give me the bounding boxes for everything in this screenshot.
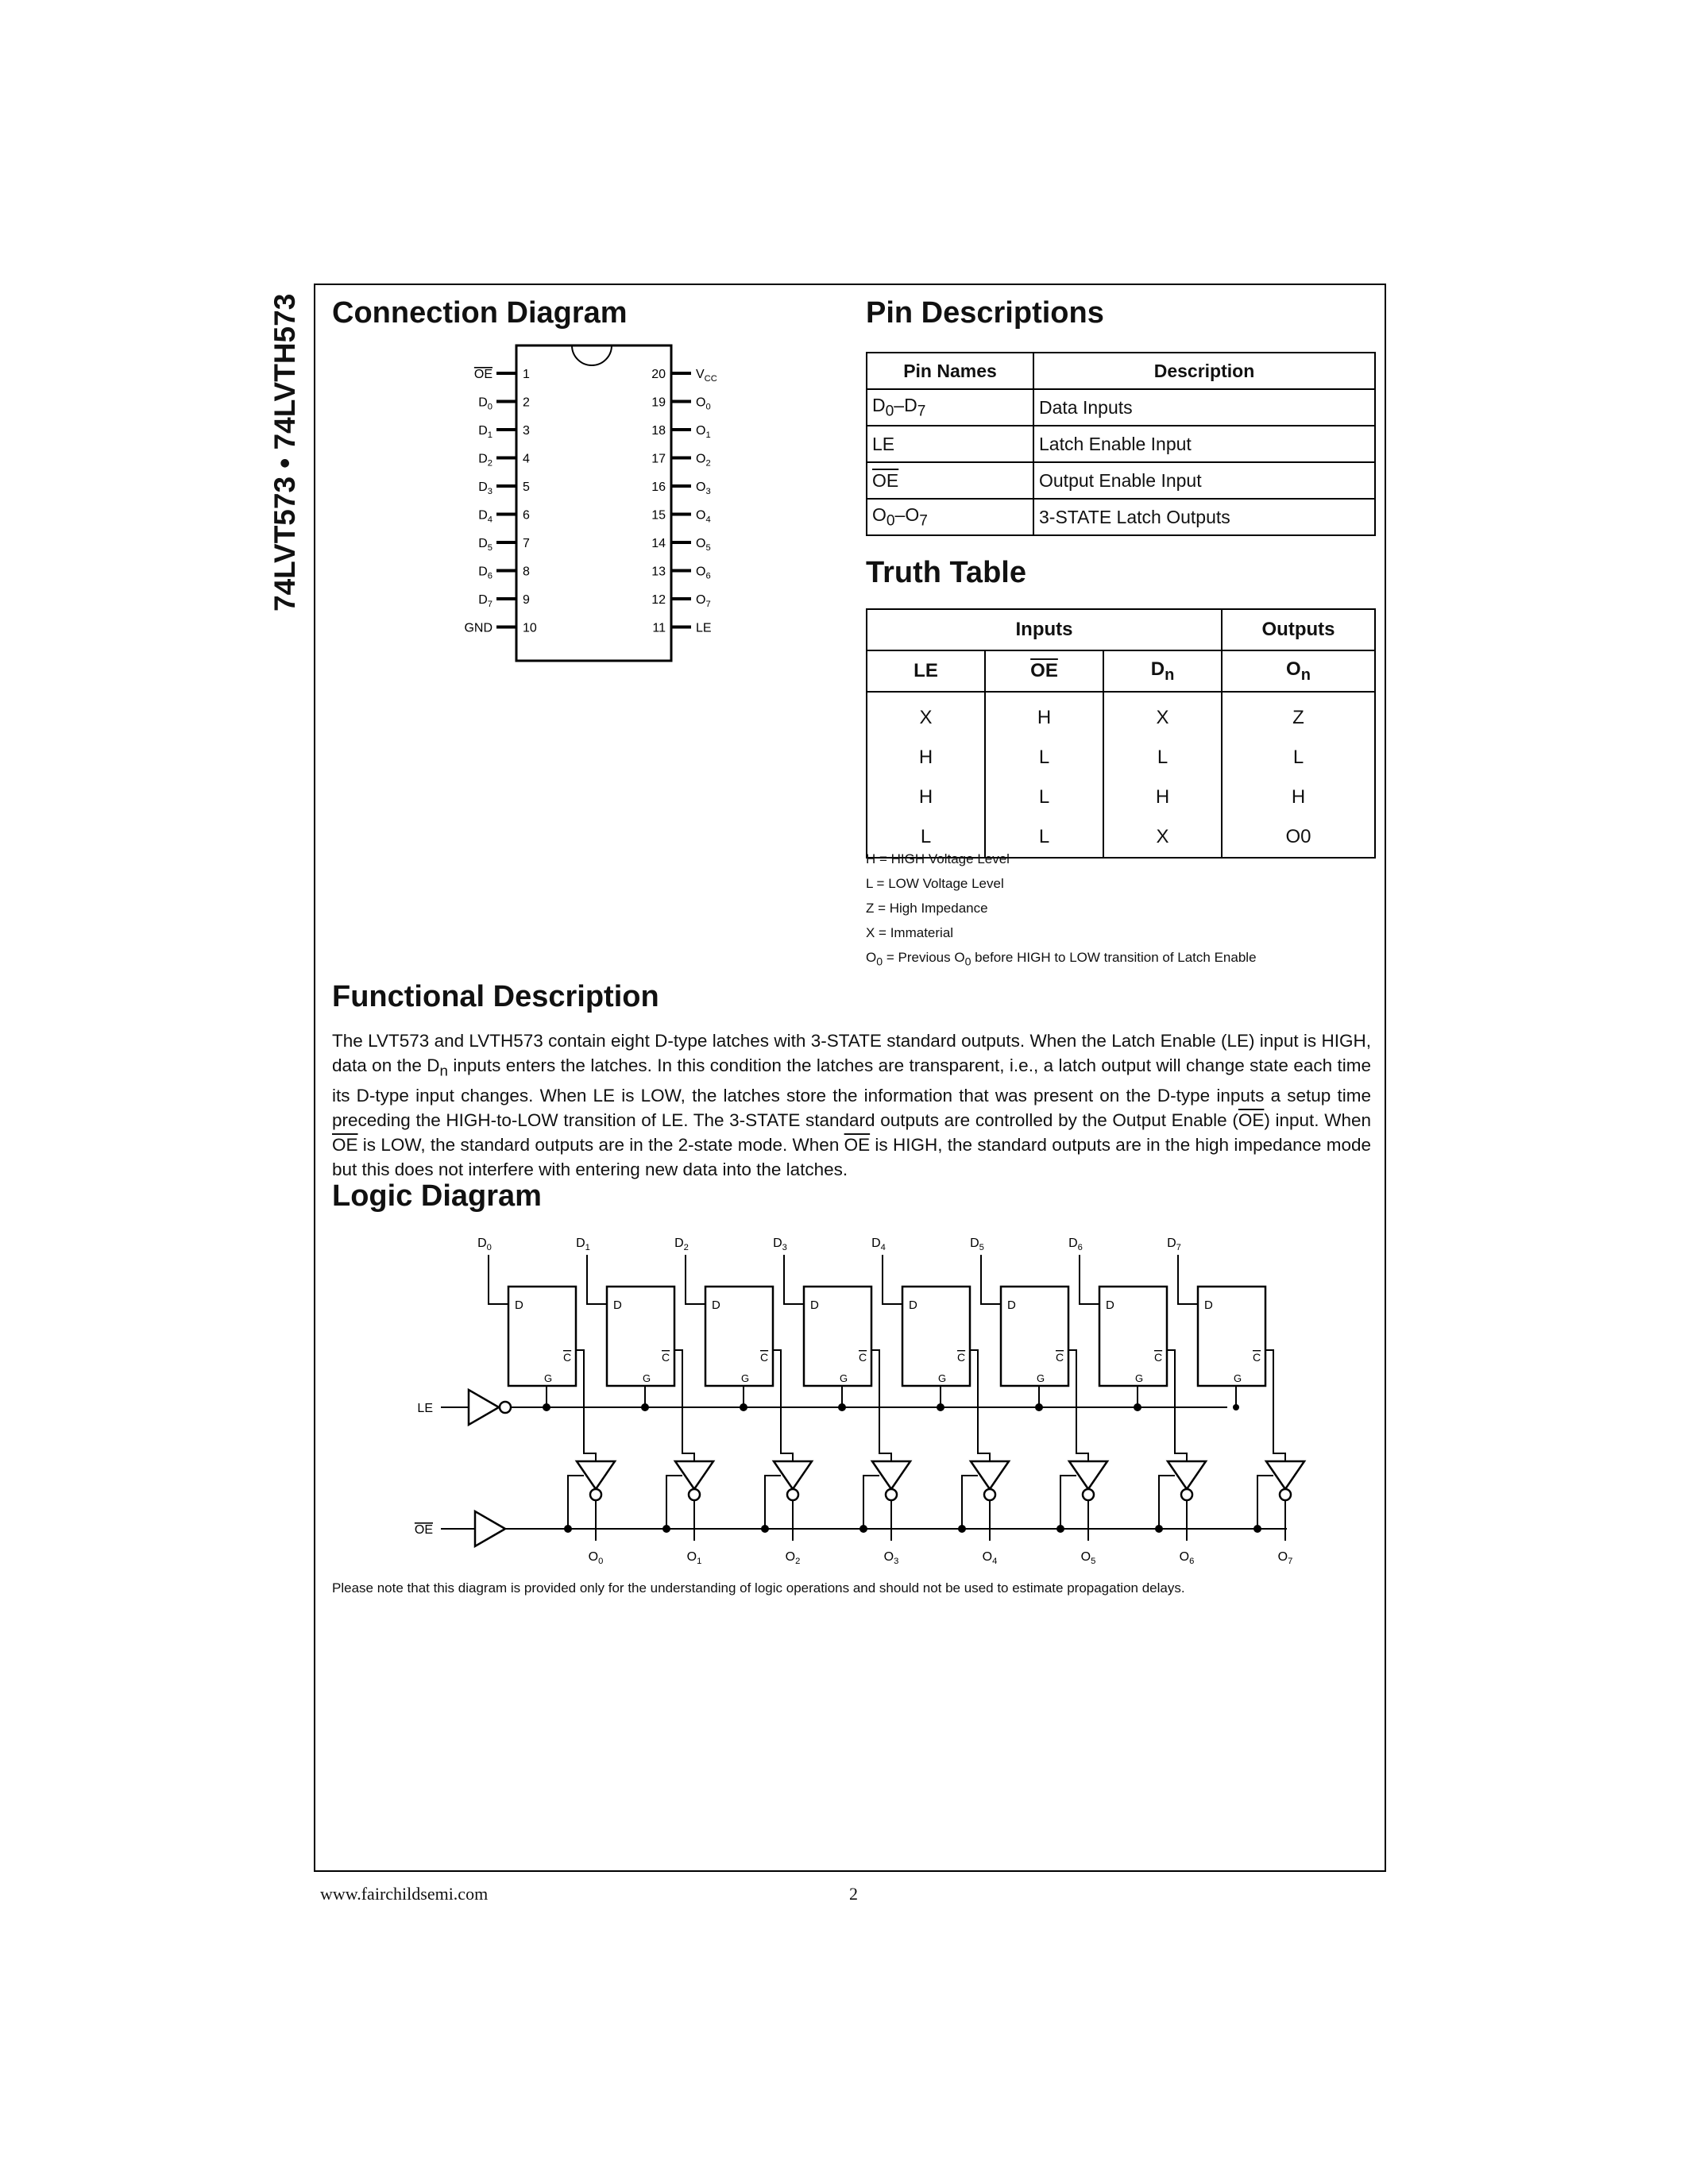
connection-diagram-title: Connection Diagram bbox=[332, 296, 628, 330]
table-row bbox=[867, 389, 1375, 426]
tt-cell: L bbox=[985, 738, 1103, 778]
oe-buffer bbox=[475, 1511, 505, 1546]
pin-label: $O_3$ bbox=[696, 480, 711, 496]
d-wire bbox=[686, 1255, 705, 1304]
pin-label: LE bbox=[696, 621, 712, 635]
pin-label: $D_5$ bbox=[478, 537, 492, 553]
pin-number: 8 bbox=[523, 565, 530, 579]
note: Z = High Impedance bbox=[866, 901, 988, 916]
tt-cell: X bbox=[1103, 692, 1222, 738]
pin-number: 11 bbox=[652, 621, 666, 635]
d-wire bbox=[784, 1255, 804, 1304]
logic-disclaimer: Please note that this diagram is provided only for the understanding of logic operations and should not be used to estimate propagation delays. bbox=[332, 1580, 1185, 1596]
input-label: $D_2$ bbox=[674, 1237, 689, 1252]
le-buffer bbox=[469, 1390, 499, 1425]
output-label: $O_4$ bbox=[982, 1550, 998, 1566]
q-wire bbox=[970, 1350, 990, 1461]
table-row bbox=[867, 692, 1375, 738]
latch-d-label: D bbox=[909, 1298, 917, 1312]
oe-label: OE bbox=[414, 1523, 433, 1537]
latch-g-label: G bbox=[1135, 1372, 1144, 1384]
pin-label: $D_1$ bbox=[478, 424, 492, 440]
latch-g-label: G bbox=[1234, 1372, 1242, 1384]
input-label: $D_6$ bbox=[1068, 1237, 1083, 1252]
pin-label: $O_5$ bbox=[696, 537, 711, 553]
pin-label: $D_4$ bbox=[478, 508, 492, 525]
input-label: $D_1$ bbox=[576, 1237, 590, 1252]
output-label: $O_6$ bbox=[1179, 1550, 1195, 1566]
latch-g-label: G bbox=[643, 1372, 651, 1384]
q-wire bbox=[576, 1350, 596, 1461]
output-bubble bbox=[1083, 1489, 1094, 1500]
latch-d-label: D bbox=[613, 1298, 622, 1312]
latch-c-label: C bbox=[859, 1351, 867, 1364]
latch-d-label: D bbox=[515, 1298, 523, 1312]
ic-notch bbox=[572, 345, 612, 365]
latch-c-label: C bbox=[760, 1351, 769, 1364]
junction-dot bbox=[543, 1403, 550, 1411]
pin-name-cell: $D_0-D_7$ bbox=[867, 389, 1033, 426]
pin-number: 10 bbox=[523, 621, 537, 635]
note: X = Immaterial bbox=[866, 925, 954, 940]
pin-label: GND bbox=[464, 621, 492, 635]
output-label: $O_5$ bbox=[1080, 1550, 1096, 1566]
truth-table-title: Truth Table bbox=[866, 556, 1026, 589]
enable-wire bbox=[1257, 1476, 1273, 1529]
latch-d-label: D bbox=[1106, 1298, 1114, 1312]
logic-diagram bbox=[0, 1223, 1688, 1580]
pin-label: $O_6$ bbox=[696, 565, 711, 581]
table-row bbox=[867, 426, 1375, 462]
latch-c-label: C bbox=[662, 1351, 670, 1364]
tt-cell: H bbox=[985, 692, 1103, 738]
pin-number: 4 bbox=[523, 452, 530, 466]
pin-number: 2 bbox=[523, 396, 530, 410]
pin-number: 19 bbox=[651, 396, 666, 410]
pin-number: 18 bbox=[651, 424, 666, 438]
output-label: $O_0$ bbox=[588, 1550, 604, 1566]
col-on: $O_n$ bbox=[1222, 650, 1375, 692]
junction-dot bbox=[1233, 1404, 1239, 1410]
input-label: $D_7$ bbox=[1167, 1237, 1181, 1252]
latch-c-label: C bbox=[563, 1351, 572, 1364]
col-oe: $\overline{OE}$ bbox=[985, 650, 1103, 692]
enable-wire bbox=[666, 1476, 682, 1529]
ic-package-outline bbox=[516, 345, 671, 661]
junction-dot bbox=[859, 1525, 867, 1533]
pin-desc-cell: Latch Enable Input bbox=[1033, 426, 1375, 462]
pin-number: 12 bbox=[651, 593, 666, 607]
table-row bbox=[867, 778, 1375, 817]
pin-name-cell: LE bbox=[867, 426, 1033, 462]
input-label: $D_3$ bbox=[773, 1237, 787, 1252]
q-wire bbox=[871, 1350, 891, 1461]
tt-cell: H bbox=[867, 738, 985, 778]
q-wire bbox=[1068, 1350, 1088, 1461]
junction-dot bbox=[1134, 1403, 1141, 1411]
pin-label: $O_4$ bbox=[696, 508, 711, 525]
tt-cell: L bbox=[985, 817, 1103, 858]
output-bubble bbox=[1280, 1489, 1291, 1500]
q-wire bbox=[773, 1350, 793, 1461]
pin-label: $O_7$ bbox=[696, 593, 711, 609]
junction-dot bbox=[1035, 1403, 1043, 1411]
truth-table-notes bbox=[866, 847, 1257, 974]
output-label: $O_3$ bbox=[883, 1550, 899, 1566]
latch-c-label: C bbox=[1253, 1351, 1261, 1364]
outputs-group-header: Outputs bbox=[1222, 609, 1375, 650]
pin-number: 9 bbox=[523, 593, 530, 607]
output-label: $O_7$ bbox=[1277, 1550, 1293, 1566]
tt-cell: X bbox=[867, 692, 985, 738]
latch-c-label: C bbox=[1154, 1351, 1163, 1364]
pin-label: $V_{CC}$ bbox=[696, 368, 717, 384]
pin-descriptions-table bbox=[866, 352, 1376, 536]
enable-wire bbox=[1060, 1476, 1076, 1529]
tt-cell: O0 bbox=[1222, 817, 1375, 858]
input-label: $D_5$ bbox=[970, 1237, 984, 1252]
pin-number: 17 bbox=[651, 452, 666, 466]
junction-dot bbox=[641, 1403, 649, 1411]
d-wire bbox=[883, 1255, 902, 1304]
pin-name-cell: $\overline{OE}$ bbox=[867, 462, 1033, 499]
q-wire bbox=[1167, 1350, 1187, 1461]
le-bubble bbox=[500, 1402, 511, 1413]
junction-dot bbox=[937, 1403, 944, 1411]
junction-dot bbox=[761, 1525, 769, 1533]
pin-number: 13 bbox=[651, 565, 666, 579]
side-title: 74LVT573 • 74LVTH573 bbox=[268, 293, 301, 612]
col-le: LE bbox=[867, 650, 985, 692]
output-label: $O_2$ bbox=[785, 1550, 801, 1566]
pin-descriptions-title: Pin Descriptions bbox=[866, 296, 1104, 330]
logic-diagram-title: Logic Diagram bbox=[332, 1179, 542, 1213]
output-bubble bbox=[689, 1489, 700, 1500]
table-row bbox=[867, 738, 1375, 778]
output-bubble bbox=[886, 1489, 897, 1500]
pin-desc-cell: Output Enable Input bbox=[1033, 462, 1375, 499]
pin-label: $D_7$ bbox=[478, 593, 492, 609]
input-label: $D_4$ bbox=[871, 1237, 886, 1252]
tt-cell: L bbox=[1103, 738, 1222, 778]
latch-d-label: D bbox=[1204, 1298, 1213, 1312]
connection-diagram bbox=[453, 340, 739, 667]
col-dn: $D_n$ bbox=[1103, 650, 1222, 692]
pin-desc-cell: 3-STATE Latch Outputs bbox=[1033, 499, 1375, 535]
pin-number: 14 bbox=[651, 537, 666, 550]
q-wire bbox=[674, 1350, 694, 1461]
pin-label: $D_0$ bbox=[478, 396, 492, 412]
latch-g-label: G bbox=[544, 1372, 553, 1384]
junction-dot bbox=[838, 1403, 846, 1411]
junction-dot bbox=[564, 1525, 572, 1533]
junction-dot bbox=[1056, 1525, 1064, 1533]
output-bubble bbox=[787, 1489, 798, 1500]
latch-c-label: C bbox=[957, 1351, 966, 1364]
note: L = LOW Voltage Level bbox=[866, 876, 1004, 891]
pin-label: $D_3$ bbox=[478, 480, 492, 496]
note: H = HIGH Voltage Level bbox=[866, 851, 1010, 866]
enable-wire bbox=[765, 1476, 781, 1529]
tt-cell: L bbox=[985, 778, 1103, 817]
junction-dot bbox=[1155, 1525, 1163, 1533]
pin-number: 7 bbox=[523, 537, 530, 550]
le-label: LE bbox=[417, 1402, 433, 1415]
tt-cell: Z bbox=[1222, 692, 1375, 738]
pin-label: OE bbox=[473, 368, 492, 381]
pin-number: 16 bbox=[651, 480, 666, 494]
latch-d-label: D bbox=[1007, 1298, 1016, 1312]
output-bubble bbox=[1181, 1489, 1192, 1500]
tt-cell: X bbox=[1103, 817, 1222, 858]
junction-dot bbox=[958, 1525, 966, 1533]
pin-number: 20 bbox=[651, 368, 666, 381]
pin-names-header: Pin Names bbox=[867, 353, 1033, 389]
junction-dot bbox=[1253, 1525, 1261, 1533]
output-label: $O_1$ bbox=[686, 1550, 702, 1566]
d-wire bbox=[587, 1255, 607, 1304]
pin-desc-cell: Data Inputs bbox=[1033, 389, 1375, 426]
latch-g-label: G bbox=[1037, 1372, 1045, 1384]
junction-dot bbox=[662, 1525, 670, 1533]
pin-label: $D_2$ bbox=[478, 452, 492, 469]
table-row bbox=[867, 499, 1375, 535]
inputs-group-header: Inputs bbox=[867, 609, 1222, 650]
functional-description-title: Functional Description bbox=[332, 980, 659, 1013]
page-number: 2 bbox=[849, 1884, 858, 1904]
d-wire bbox=[489, 1255, 508, 1304]
pin-number: 1 bbox=[523, 368, 530, 381]
note: $O_0$ = Previous $O_0$ before HIGH to LOW transition of Latch Enable bbox=[866, 950, 1257, 969]
pin-label: $D_6$ bbox=[478, 565, 492, 581]
tt-cell: L bbox=[867, 817, 985, 858]
pin-label: $O_2$ bbox=[696, 452, 711, 469]
table-row bbox=[867, 462, 1375, 499]
d-wire bbox=[981, 1255, 1001, 1304]
truth-table bbox=[866, 608, 1376, 859]
latch-g-label: G bbox=[938, 1372, 947, 1384]
d-wire bbox=[1080, 1255, 1099, 1304]
output-bubble bbox=[590, 1489, 601, 1500]
input-label: $D_0$ bbox=[477, 1237, 492, 1252]
latch-g-label: G bbox=[741, 1372, 750, 1384]
tt-cell: H bbox=[1103, 778, 1222, 817]
d-wire bbox=[1178, 1255, 1198, 1304]
pin-number: 3 bbox=[523, 424, 530, 438]
footer-url: www.fairchildsemi.com bbox=[320, 1884, 489, 1904]
latch-g-label: G bbox=[840, 1372, 848, 1384]
latch-d-label: D bbox=[810, 1298, 819, 1312]
enable-wire bbox=[962, 1476, 978, 1529]
pin-number: 5 bbox=[523, 480, 530, 494]
functional-description-text: The LVT573 and LVTH573 contain eight D-type latches with 3-STATE standard outputs. When the Latch Enable (LE) input is HIGH, data on the $D_n$ inputs enters the latches. In this condition the latches are transparent, i.e., a latch output will change state each time its D-type input changes. When LE is LOW, the latches store the information that was present on the D-type inputs a setup time preceding the HIGH-to-LOW transition of LE. The 3-STATE standard outputs are controlled by the Output Enable $(\overline{OE})$ input. When $\overline{OE}$ is LOW, the standard outputs are in the 2-state mode. When $\overline{OE}$ is HIGH, the standard outputs are in the high impedance mode but this does not interfere with entering new data into the latches. bbox=[332, 1031, 1371, 1179]
tt-cell: H bbox=[867, 778, 985, 817]
q-wire bbox=[1265, 1350, 1285, 1461]
description-header: Description bbox=[1033, 353, 1375, 389]
enable-wire bbox=[568, 1476, 584, 1529]
enable-wire bbox=[863, 1476, 879, 1529]
output-bubble bbox=[984, 1489, 995, 1500]
latch-c-label: C bbox=[1056, 1351, 1064, 1364]
pin-label: $O_0$ bbox=[696, 396, 711, 412]
pin-number: 15 bbox=[651, 508, 666, 523]
pin-number: 6 bbox=[523, 508, 530, 523]
tt-cell: L bbox=[1222, 738, 1375, 778]
junction-dot bbox=[740, 1403, 747, 1411]
tt-cell: H bbox=[1222, 778, 1375, 817]
pin-name-cell: $O_0-O_7$ bbox=[867, 499, 1033, 535]
latch-d-label: D bbox=[712, 1298, 720, 1312]
pin-label: $O_1$ bbox=[696, 424, 711, 440]
enable-wire bbox=[1159, 1476, 1175, 1529]
